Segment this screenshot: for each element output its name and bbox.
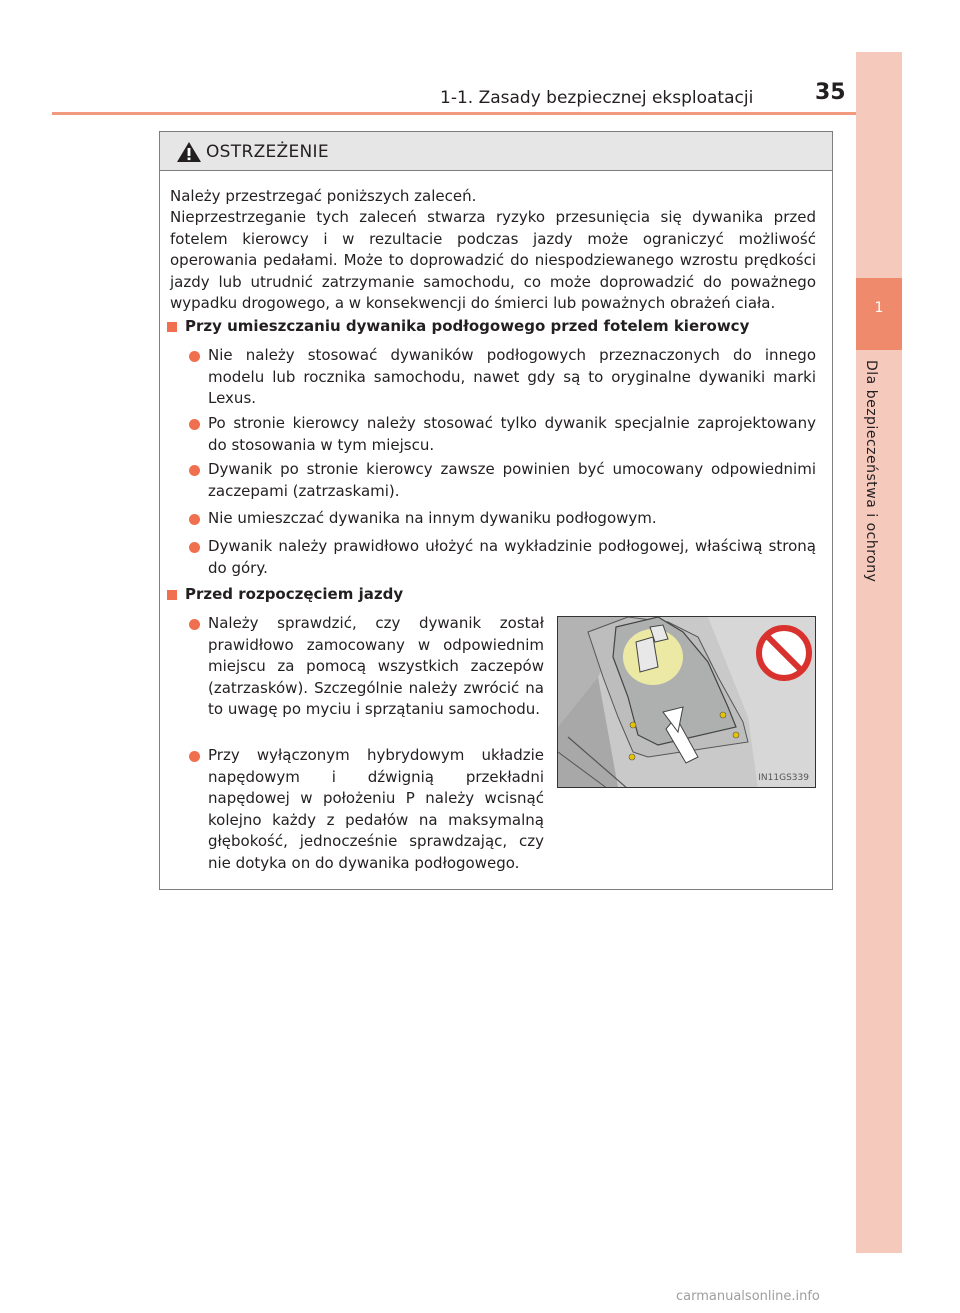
floor-mat-illustration xyxy=(557,616,816,788)
list-item: Po stronie kierowcy należy stosować tylko dywanik specjalnie zaprojektowany do stosowania w tym miejscu. xyxy=(208,414,816,454)
side-strip xyxy=(856,52,902,1253)
warning-title: OSTRZEŻENIE xyxy=(206,142,329,162)
bullet-dot xyxy=(189,351,200,362)
chapter-number: 1 xyxy=(874,300,884,316)
warning-intro-line1: Należy przestrzegać poniższych zaleceń. xyxy=(170,187,477,205)
watermark: carmanualsonline.info xyxy=(676,1289,820,1304)
chapter-title: Dla bezpieczeństwa i ochrony xyxy=(863,360,879,583)
section-heading-floor-mat: Przy umieszczaniu dywanika podłogowego przed fotelem kierowcy xyxy=(185,317,750,335)
bullet-dot xyxy=(189,419,200,430)
figure-code: IN11GS339 xyxy=(758,773,809,783)
warning-header xyxy=(160,132,832,171)
header-rule xyxy=(52,112,856,115)
warning-intro-body: Nieprzestrzeganie tych zaleceń stwarza ryzyko przesunięcia się dywanika przed fotelem kierowcy i w rezultacie podczas jazdy może ograniczyć możliwość operowania pedałami. Może to doprowadzić do niespodziewanego wzrostu prędkości jazdy lub utrudnić zatrzymanie samochodu, co może doprowadzić do poważnego wypadku drogowego, a w konsekwencji do śmierci lub poważnych obrażeń ciała. xyxy=(170,208,816,312)
list-item: Nie należy stosować dywaników podłogowych przeznaczonych do innego modelu lub rocznika samochodu, nawet gdy są to oryginalne dywaniki marki Lexus. xyxy=(208,346,816,407)
section-title: 1-1. Zasady bezpiecznej eksploatacji xyxy=(440,88,754,108)
list-item: Przy wyłączonym hybrydowym układzie napędowym i dźwignią przekładni napędowej w położeniu P należy wcisnąć kolejno każdy z pedałów na maksymalną głębokość, jednocześnie sprawdzając, czy nie dotyka on do dywanika podłogowego. xyxy=(208,746,544,872)
list-item: Nie umieszczać dywanika na innym dywaniku podłogowym. xyxy=(208,509,657,527)
section-bullet-square xyxy=(167,590,177,600)
warning-triangle-icon xyxy=(176,141,202,163)
bullet-dot xyxy=(189,619,200,630)
list-item: Należy sprawdzić, czy dywanik został prawidłowo zamocowany w odpowiednim miejscu za pomocą wszystkich zaczepów (zatrzasków). Szczególnie należy zwrócić na to uwagę po myciu i sprzątaniu samochodu. xyxy=(208,614,544,718)
section-bullet-square xyxy=(167,322,177,332)
section-heading-before-driving: Przed rozpoczęciem jazdy xyxy=(185,585,404,603)
page-number: 35 xyxy=(815,80,846,105)
bullet-dot xyxy=(189,514,200,525)
list-item: Dywanik należy prawidłowo ułożyć na wykładzinie podłogowej, właściwą stroną do góry. xyxy=(208,537,816,577)
bullet-dot xyxy=(189,751,200,762)
bullet-dot xyxy=(189,465,200,476)
bullet-dot xyxy=(189,542,200,553)
floor-mat-drawing xyxy=(558,617,816,788)
list-item: Dywanik po stronie kierowcy zawsze powinien być umocowany odpowiednimi zaczepami (zatrzaskami). xyxy=(208,460,816,500)
